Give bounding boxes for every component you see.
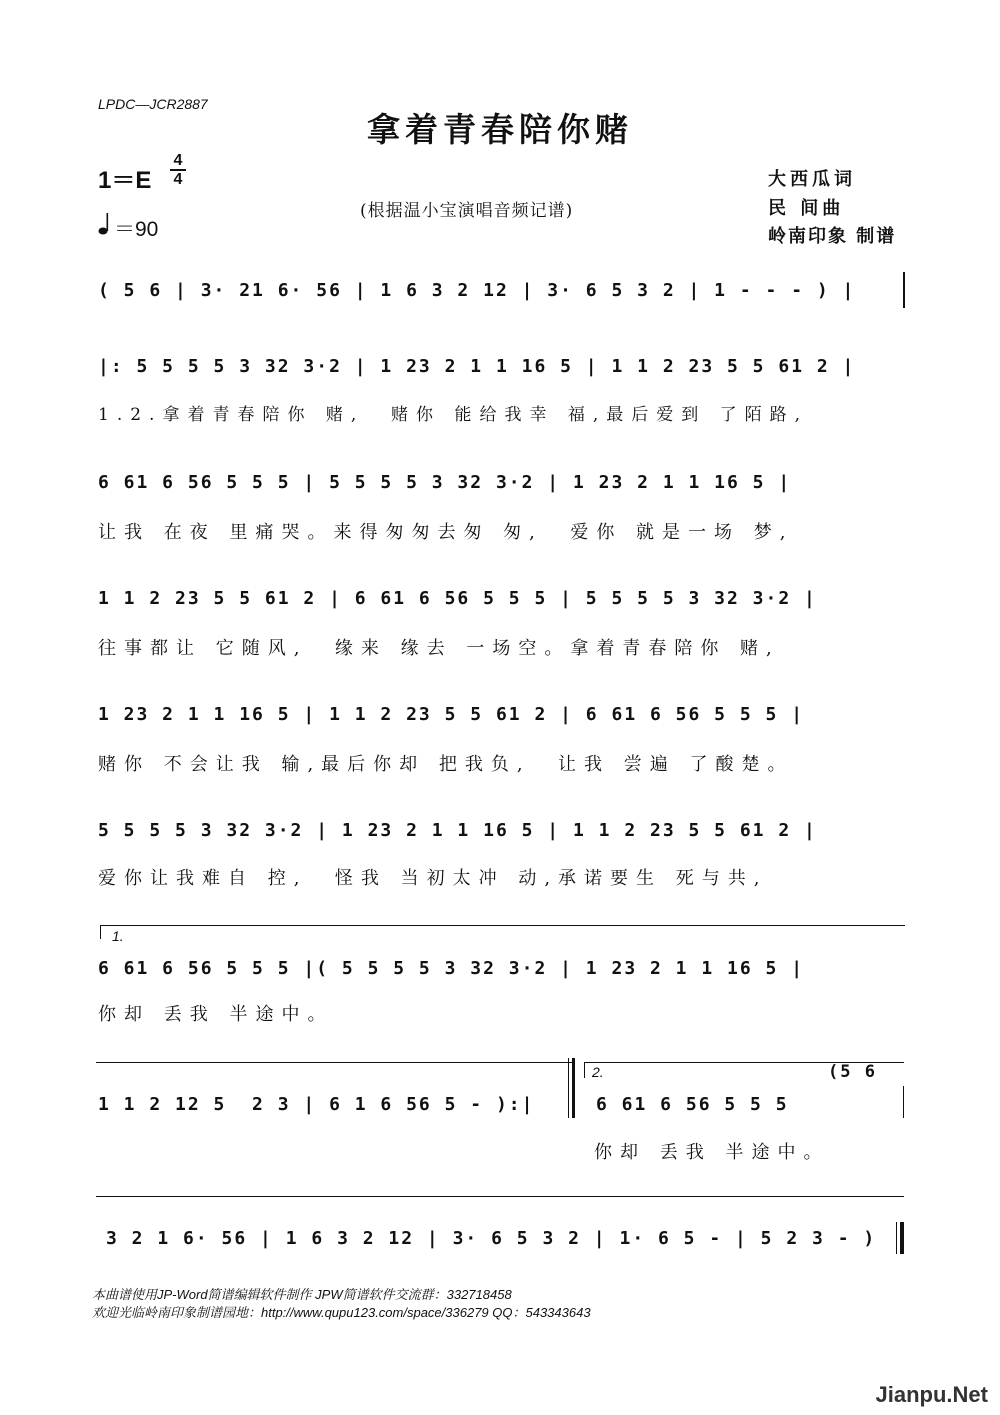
score-line-6: 5 5 5 5 3 32 3·2 | 1 23 2 1 1 16 5 | 1 1 2 23 5 5 61 2 | [98,820,817,841]
page-title: 拿着青春陪你赌 [367,110,633,149]
staff-divider-9 [96,1196,904,1197]
score-code: LPDC—JCR2887 [98,96,208,112]
volta-1-number: 1. [112,928,124,944]
volta-1-bracket [100,925,905,926]
volta-2-number: 2. [592,1064,604,1080]
quarter-note-icon [98,212,110,236]
time-signature [170,153,186,187]
time-signature-bottom: 4 [173,171,183,188]
arranger-credit: 岭南印象 制谱 [768,226,897,247]
staff-divider-8 [96,1062,572,1063]
lyric-line-2: 1.2.拿着青春陪你 赌, 赌你 能给我幸 福,最后爱到 了陌路, [98,405,809,425]
key-signature: 1＝E [98,167,152,194]
footer-line-1: 本曲谱使用JP-Word简谱编辑软件制作 JPW简谱软件交流群：332718458 [92,1287,512,1302]
lyric-line-4: 往事都让 它随风, 缘来 缘去 一场空。拿着青春陪你 赌, [98,638,780,659]
tempo-mark: ＝90 [114,218,159,241]
score-line-5: 1 23 2 1 1 16 5 | 1 1 2 23 5 5 61 2 | 6 61 6 56 5 5 5 | [98,704,805,725]
score-line-8c: (5 6 [828,1062,877,1082]
lyric-line-5: 赌你 不会让我 输,最后你却 把我负, 让我 尝遍 了酸楚。 [98,754,794,775]
lyricist-credit: 大西瓜词 [768,169,856,190]
composer-credit: 民 间曲 [768,198,845,219]
lyric-line-7: 你却 丢我 半途中。 [98,1004,334,1025]
lyric-line-8: 你却 丢我 半途中。 [594,1142,830,1163]
lyric-line-6: 爱你让我难自 控, 怪我 当初太冲 动,承诺要生 死与共, [98,868,768,889]
score-line-3: 6 61 6 56 5 5 5 | 5 5 5 5 3 32 3·2 | 1 23 2 1 1 16 5 | [98,472,792,493]
final-repeat-bar-thin [568,1058,569,1118]
score-line-1: ( 5 6 | 3· 21 6· 56 | 1 6 3 2 12 | 3· 6 5 3 2 | 1 - - - ) | [98,280,856,301]
barline-end-1 [903,272,905,308]
footer-line-2: 欢迎光临岭南印象制谱园地：http://www.qupu123.com/space/336279 QQ：543343643 [92,1305,591,1320]
score-line-4: 1 1 2 23 5 5 61 2 | 6 61 6 56 5 5 5 | 5 5 5 5 3 32 3·2 | [98,588,817,609]
score-line-9: 3 2 1 6· 56 | 1 6 3 2 12 | 3· 6 5 3 2 | 1· 6 5 - | 5 2 3 - ) [106,1228,877,1249]
final-bar-thick [900,1222,904,1254]
score-line-8b: 6 61 6 56 5 5 5 [596,1094,789,1115]
time-signature-top: 4 [173,152,183,169]
subtitle: (根据温小宝演唱音频记谱) [360,201,574,221]
watermark: Jianpu.Net [875,1382,988,1407]
score-line-2: |: 5 5 5 5 3 32 3·2 | 1 23 2 1 1 16 5 | 1 1 2 23 5 5 61 2 | [98,356,856,377]
score-line-7: 6 61 6 56 5 5 5 |( 5 5 5 5 3 32 3·2 | 1 23 2 1 1 16 5 | [98,958,805,979]
final-repeat-bar-thick [572,1058,575,1118]
score-line-8a: 1 1 2 12 5 2 3 | 6 1 6 56 5 - ):| [98,1094,535,1115]
final-bar-thin [896,1222,897,1254]
volta-2-bracket-start [584,1062,585,1078]
barline-end-8 [903,1086,904,1118]
lyric-line-3: 让我 在夜 里痛哭。来得匆匆去匆 匆, 爱你 就是一场 梦, [98,522,794,543]
volta-1-bracket-start [100,925,101,939]
